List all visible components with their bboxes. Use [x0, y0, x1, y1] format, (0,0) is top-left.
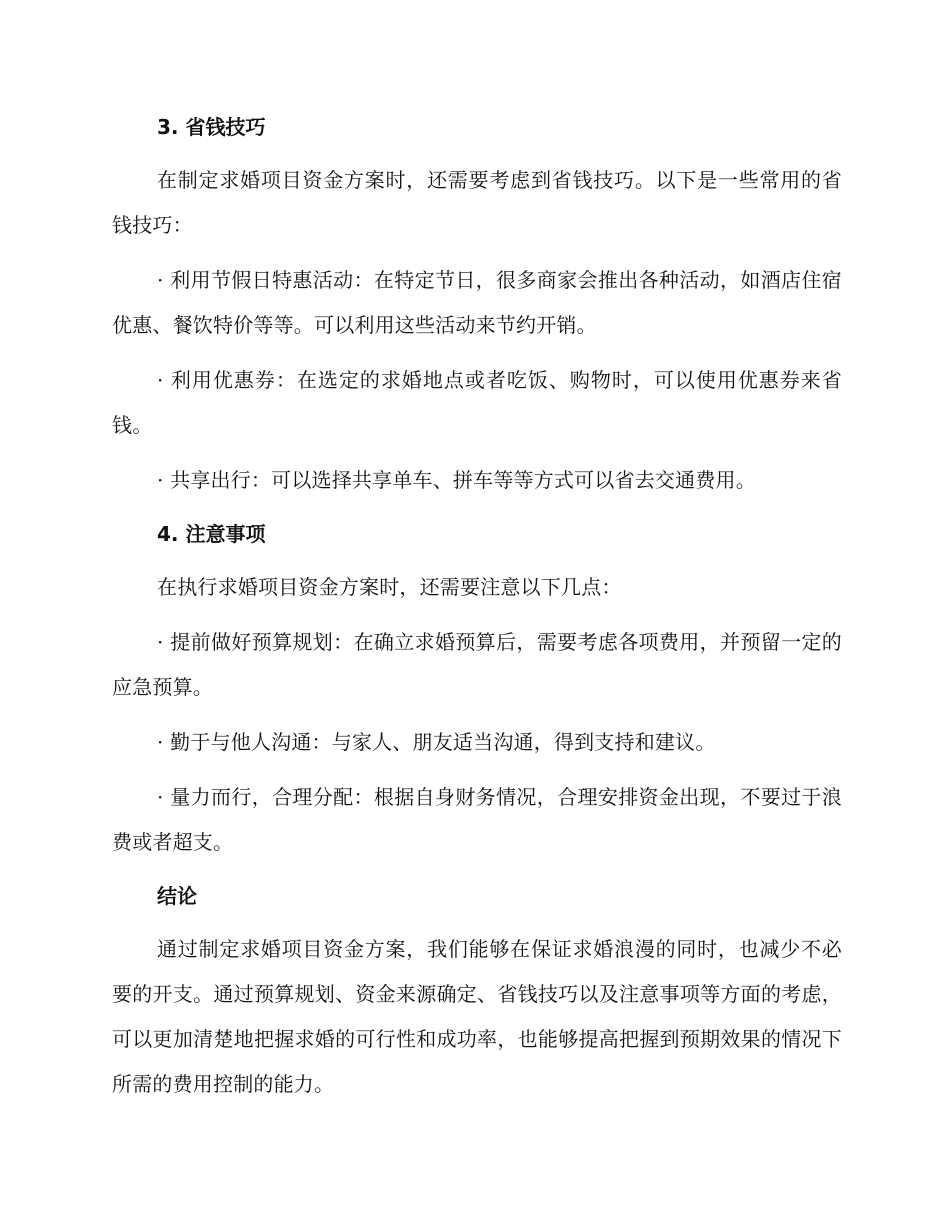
section-heading-tips: 3. 省钱技巧 [157, 115, 266, 139]
section-heading-conclusion: 结论 [157, 884, 197, 908]
notes-item: · 量力而行，合理分配：根据自身财务情况，合理安排资金出现，不要过于浪费或者超支。 [112, 785, 842, 854]
tips-intro-paragraph: 在制定求婚项目资金方案时，还需要考虑到省钱技巧。以下是一些常用的省钱技巧： [112, 168, 842, 237]
tips-item: · 共享出行：可以选择共享单车、拼车等等方式可以省去交通费用。 [157, 468, 756, 492]
notes-intro-paragraph: 在执行求婚项目资金方案时，还需要注意以下几点： [157, 575, 622, 599]
tips-item: · 利用节假日特惠活动：在特定节日，很多商家会推出各种活动，如酒店住宿优惠、餐饮特价等等。可以利用这些活动来节约开销。 [112, 268, 842, 337]
notes-item: · 提前做好预算规划：在确立求婚预算后，需要考虑各项费用，并预留一定的应急预算。 [112, 630, 842, 699]
notes-item: · 勤于与他人沟通：与家人、朋友适当沟通，得到支持和建议。 [157, 730, 716, 754]
section-heading-notes: 4. 注意事项 [157, 522, 266, 546]
document-body [112, 104, 842, 1107]
tips-item: · 利用优惠券：在选定的求婚地点或者吃饭、购物时，可以使用优惠券来省钱。 [112, 368, 842, 437]
conclusion-paragraph: 通过制定求婚项目资金方案，我们能够在保证求婚浪漫的同时，也减少不必要的开支。通过预算规划、资金来源确定、省钱技巧以及注意事项等方面的考虑，可以更加清楚地把握求婚的可行性和成功率，也能够提高把握到预期效果的情况下所需的费用控制的能力。 [112, 937, 842, 1096]
